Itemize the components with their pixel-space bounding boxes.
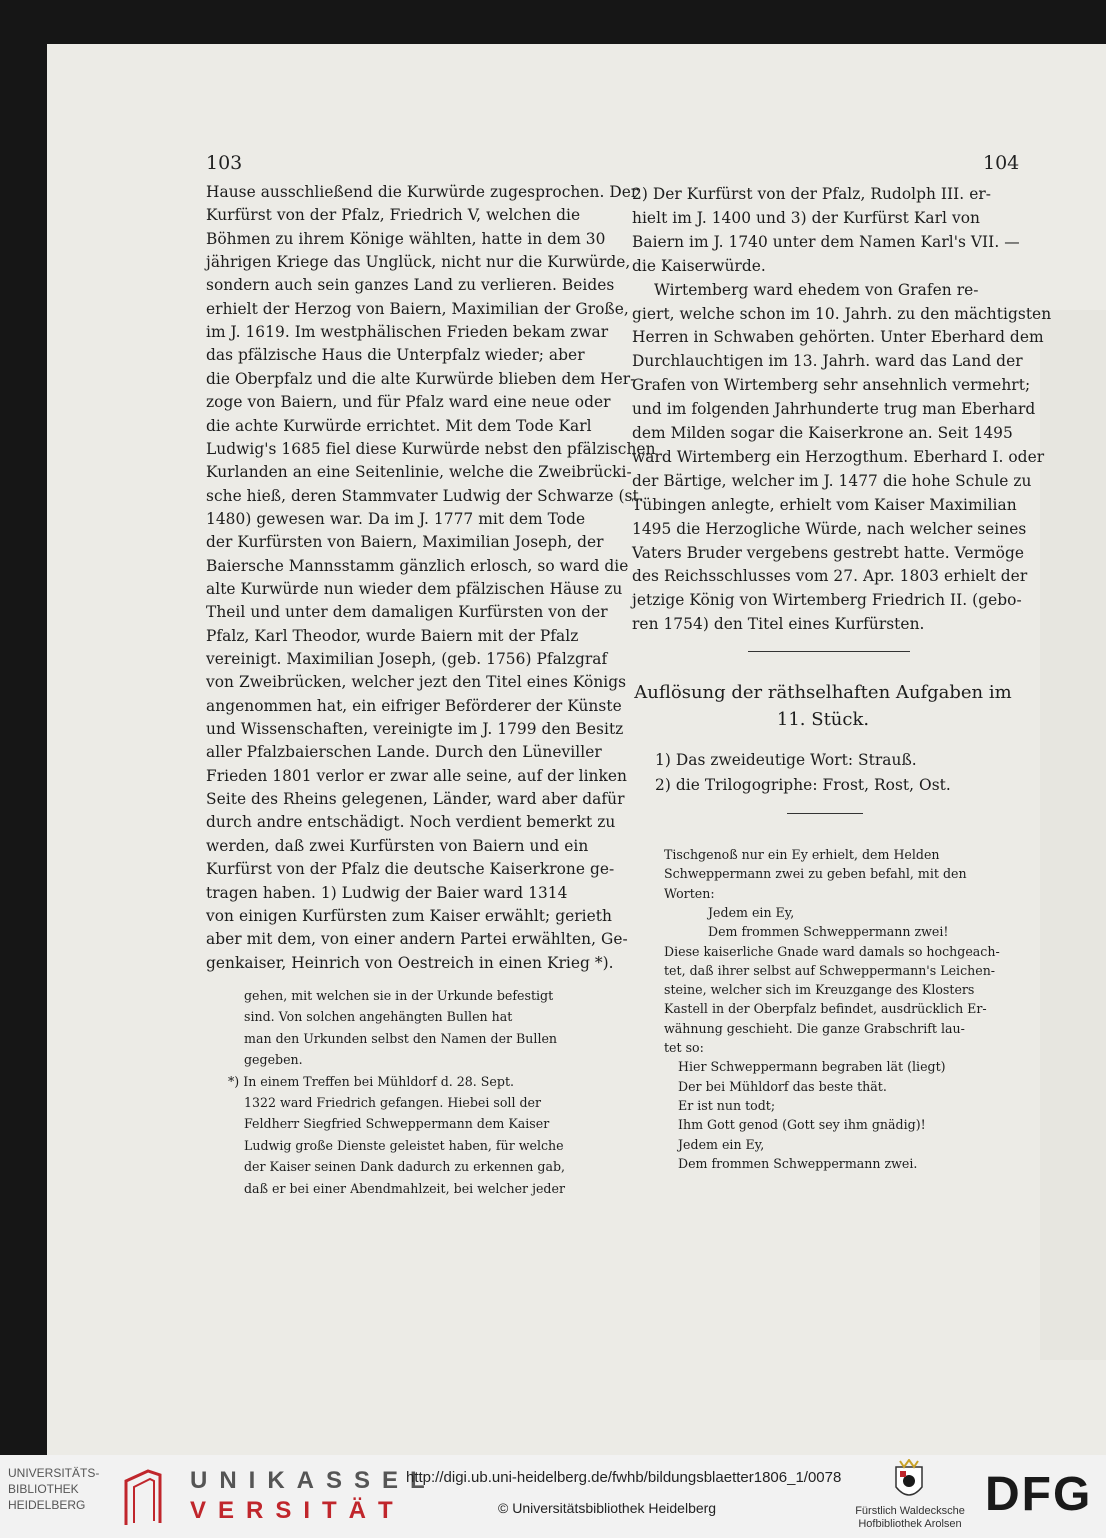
answer-line: 2) die Trilogogriphe: Frost, Rost, Ost. — [655, 776, 951, 794]
heading-line: 11. Stück. — [776, 709, 870, 730]
footnote-line: Hier Schweppermann begraben lät (liegt) — [678, 1059, 946, 1075]
heading-line: Auflösung der räthselhaften Aufgaben im — [634, 682, 1012, 703]
text-line: Wirtemberg ward ehedem von Grafen re- — [654, 280, 979, 299]
text-line: erhielt der Herzog von Baiern, Maximilian der Große, — [206, 299, 629, 318]
answer-line: 1) Das zweideutige Wort: Strauß. — [655, 751, 917, 769]
text-line: die Kaiserwürde. — [632, 256, 766, 275]
document-url-link[interactable]: http://digi.ub.uni-heidelberg.de/fwhb/bildungsblaetter1806_1/0078 — [406, 1469, 842, 1486]
text-line: sondern auch sein ganzes Land zu verlieren. Beides — [206, 276, 615, 295]
text-line: Grafen von Wirtemberg sehr ansehnlich vermehrt; — [632, 376, 1031, 395]
text-line: 1495 die Herzogliche Würde, nach welcher seines — [632, 519, 1027, 538]
text-line: aber mit dem, von einer andern Partei erwählten, Ge- — [206, 930, 628, 949]
footnote-line: Dem frommen Schweppermann zwei! — [708, 924, 949, 940]
footnote-line: steine, welcher sich im Kreuzgange des Klosters — [664, 982, 975, 998]
text-line: Theil und unter dem damaligen Kurfürsten von der — [206, 603, 608, 622]
uni-kassel-line1[interactable]: UNIKASSEL — [190, 1467, 437, 1494]
footnote-line: Dem frommen Schweppermann zwei. — [678, 1155, 918, 1171]
left-page-number: 103 — [206, 152, 243, 174]
footnote-line: gegeben. — [244, 1052, 303, 1068]
text-line: Ludwig's 1685 fiel diese Kurwürde nebst den pfälzischen — [206, 439, 656, 458]
text-line: Seite des Rheins gelegenen, Länder, ward aber dafür — [206, 790, 625, 809]
footnote-line: Tischgenoß nur ein Ey erhielt, dem Helden — [664, 847, 940, 862]
text-line: alte Kurwürde nun wieder dem pfälzischen Häuse zu — [206, 579, 623, 598]
text-line: Frieden 1801 verlor er zwar alle seine, auf der linken — [206, 766, 627, 785]
footnote-line: der Kaiser seinen Dank dadurch zu erkennen gab, — [244, 1159, 566, 1175]
footnote-line: wähnung geschieht. Die ganze Grabschrift lau- — [664, 1020, 965, 1036]
text-line: jährigen Kriege das Unglück, nicht nur die Kurwürde, — [206, 253, 631, 272]
text-line: Tübingen anlegte, erhielt vom Kaiser Maximilian — [632, 495, 1017, 514]
footnote-line: gehen, mit welchen sie in der Urkunde befestigt — [244, 988, 554, 1003]
text-line: sche hieß, deren Stammvater Ludwig der Schwarze (st. — [206, 486, 644, 505]
text-line: jetzige König von Wirtemberg Friedrich II. (gebo- — [632, 591, 1022, 610]
footnote-line: Ihm Gott genod (Gott sey ihm gnädig)! — [678, 1117, 926, 1133]
footnote-line: Er ist nun todt; — [678, 1097, 776, 1113]
arolsen-line: Fürstlich Waldecksche — [855, 1505, 965, 1517]
text-line: Baiern im J. 1740 unter dem Namen Karl's VII. — — [632, 232, 1020, 251]
text-line: die achte Kurwürde errichtet. Mit dem Tode Karl — [206, 416, 592, 435]
footnote-line: Jedem ein Ey, — [678, 1136, 765, 1152]
answers-rule — [787, 813, 863, 814]
text-line: Vaters Bruder vergebens gestrebt hatte. Vermöge — [632, 543, 1025, 562]
arolsen-crest-icon — [892, 1459, 926, 1505]
next-page-edge — [1040, 310, 1106, 1360]
text-line: werden, daß zwei Kurfürsten von Baiern und ein — [206, 836, 589, 855]
library-line: UNIVERSITÄTS- — [8, 1466, 100, 1480]
footnote-line: 1322 ward Friedrich gefangen. Hiebei soll der — [244, 1095, 542, 1110]
text-line: giert, welche schon im 10. Jahrh. zu den mächtigsten — [632, 304, 1052, 323]
footnote-line: Diese kaiserliche Gnade ward damals so hochgeach- — [664, 943, 1000, 959]
text-line: Baiersche Mannsstamm gänzlich erlosch, so ward die — [206, 556, 629, 575]
answers — [655, 748, 995, 802]
copyright-text: © Universitätsbibliothek Heidelberg — [498, 1500, 717, 1516]
text-line: genkaiser, Heinrich von Oestreich in einen Krieg *). — [206, 953, 614, 972]
footnote-line: man den Urkunden selbst den Namen der Bullen — [244, 1030, 558, 1046]
footnote-line: sind. Von solchen angehängten Bullen hat — [244, 1009, 513, 1025]
footer-bar — [0, 1455, 1106, 1538]
text-line: durch andre entschädigt. Noch verdient bemerkt zu — [206, 813, 616, 832]
text-line: 1480) gewesen war. Da im J. 1777 mit dem Tode — [206, 509, 586, 528]
footnote-line: Jedem ein Ey, — [708, 904, 795, 920]
footnote-line: daß er bei einer Abendmahlzeit, bei welcher jeder — [244, 1180, 565, 1196]
text-line: aller Pfalzbaierschen Lande. Durch den Lüneviller — [206, 743, 602, 762]
text-line: zoge von Baiern, und für Pfalz ward eine neue oder — [206, 393, 611, 412]
text-line: dem Milden sogar die Kaiserkrone an. Seit 1495 — [632, 424, 1013, 442]
text-line: des Reichsschlusses vom 27. Apr. 1803 erhielt der — [632, 567, 1028, 586]
footnote-line: Feldherr Siegfried Schweppermann dem Kaiser — [244, 1116, 550, 1132]
text-line: Herren in Schwaben gehörten. Unter Eberhard dem — [632, 328, 1044, 347]
text-line: Kurfürst von der Pfalz, Friedrich V, welchen die — [206, 206, 581, 225]
footnote-line: Kastell in der Oberpfalz befindet, ausdrücklich Er- — [664, 1001, 987, 1017]
text-line: ward Wirtemberg ein Herzogthum. Eberhard I. oder — [632, 447, 1045, 466]
text-line: das pfälzische Haus die Unterpfalz wieder; aber — [206, 346, 585, 365]
text-line: der Kurfürsten von Baiern, Maximilian Joseph, der — [206, 533, 604, 552]
text-line: hielt im J. 1400 und 3) der Kurfürst Karl von — [632, 208, 980, 227]
left-footnotes — [228, 986, 596, 1200]
text-line: ren 1754) den Titel eines Kurfürsten. — [632, 615, 925, 634]
library-line: BIBLIOTHEK — [8, 1482, 79, 1496]
text-line: Durchlauchtigen im 13. Jahrh. ward das Land der — [632, 352, 1023, 371]
arolsen-line: Hofbibliothek Arolsen — [858, 1518, 962, 1530]
text-line: und Wissenschaften, vereinigte im J. 1799 den Besitz — [206, 720, 624, 739]
text-line: der Bärtige, welcher im J. 1477 die hohe Schule zu — [632, 471, 1032, 490]
section-heading — [632, 682, 1016, 752]
text-line: von Zweibrücken, welcher jezt den Titel eines Königs — [206, 673, 627, 692]
heidelberg-library-logo[interactable] — [8, 1465, 99, 1513]
right-column — [632, 182, 1052, 636]
footnote-line: Ludwig große Dienste geleistet haben, für welche — [244, 1137, 564, 1153]
footnote-line: tet so: — [664, 1040, 704, 1055]
uni-kassel-line2[interactable]: VERSITÄT — [190, 1497, 405, 1524]
arolsen-library-logo[interactable] — [846, 1505, 974, 1531]
text-line: 2) Der Kurfürst von der Pfalz, Rudolph III. er- — [632, 185, 992, 203]
text-line: und im folgenden Jahrhunderte trug man Eberhard — [632, 400, 1036, 419]
text-line: Hause ausschließend die Kurwürde zugesprochen. Der — [206, 183, 639, 201]
footnote-line: tet, daß ihrer selbst auf Schweppermann's Leichen- — [664, 962, 996, 978]
right-page-number: 104 — [983, 152, 1020, 174]
text-line: Pfalz, Karl Theodor, wurde Baiern mit der Pfalz — [206, 626, 579, 645]
text-line: von einigen Kurfürsten zum Kaiser erwählt; gerieth — [206, 906, 612, 925]
text-line: Kurfürst von der Pfalz die deutsche Kaiserkrone ge- — [206, 860, 615, 879]
text-line: tragen haben. 1) Ludwig der Baier ward 1314 — [206, 883, 568, 902]
footnote-line: Schweppermann zwei zu geben befahl, mit den — [664, 866, 967, 882]
text-line: Böhmen zu ihrem Könige wählten, hatte in dem 30 — [206, 229, 606, 248]
section-rule — [748, 651, 910, 652]
text-line: angenommen hat, ein eifriger Beförderer der Künste — [206, 696, 622, 715]
footnote-line: *) In einem Treffen bei Mühldorf d. 28. Sept. — [228, 1073, 515, 1089]
text-line: die Oberpfalz und die alte Kurwürde blieben dem Her- — [206, 369, 636, 388]
library-line: HEIDELBERG — [8, 1498, 86, 1512]
text-line: vereinigt. Maximilian Joseph, (geb. 1756) Pfalzgraf — [206, 650, 608, 668]
heidelberg-emblem-icon — [120, 1465, 166, 1531]
text-line: Kurlanden an eine Seitenlinie, welche die Zweibrücki- — [206, 463, 632, 482]
right-footnotes — [664, 845, 1016, 1173]
text-line: im J. 1619. Im westphälischen Frieden bekam zwar — [206, 323, 609, 342]
left-column — [206, 180, 656, 974]
dfg-logo[interactable]: DFG — [985, 1468, 1093, 1521]
footnote-line: Der bei Mühldorf das beste thät. — [678, 1078, 887, 1094]
footnote-line: Worten: — [664, 885, 715, 901]
